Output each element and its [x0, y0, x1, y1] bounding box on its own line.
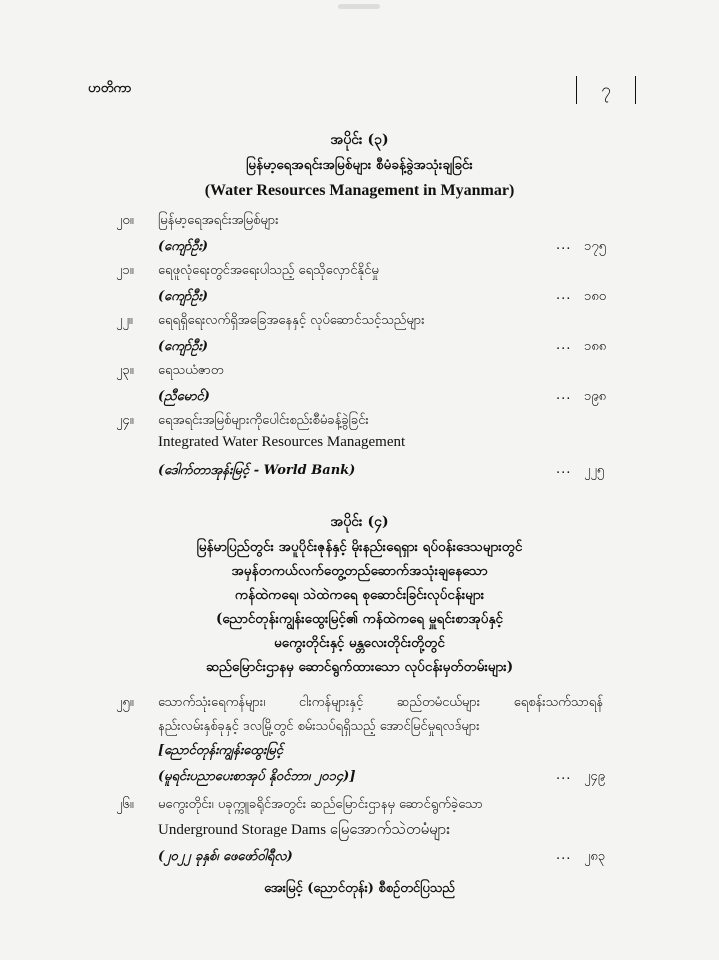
- part4-title-line: အမှန်တကယ်လက်တွေ့တည်ဆောက်အသုံးချနေသော: [231, 563, 488, 579]
- entry-page: ၁၉၈: [584, 389, 607, 404]
- entry-title: ရေရရှိရေးလက်ရှိအခြေအနေနှင့် လုပ်ဆောင်သင့်သည်များ: [158, 313, 425, 328]
- part3-title-en: (Water Resources Management in Myanmar): [204, 182, 515, 199]
- entry-number: ၂၅။: [116, 695, 134, 710]
- entry-author: (၂၀၂၂ ခုနှစ်၊ ဖေဖော်ဝါရီလ): [158, 849, 293, 864]
- part4-title-line: မကွေးတိုင်းနှင့် မန္တလေးတိုင်းတို့တွင်: [274, 635, 445, 651]
- entry-author: [ညောင်တုန်းကျွန်းထွေးမြင့်: [158, 743, 284, 758]
- leader-dots: ...: [556, 848, 572, 863]
- entry-title: မကွေးတိုင်း၊ ပခုက္ကူခရိုင်အတွင်း ဆည်မြောင်းဌာနမှ ဆောင်ရွက်ခဲ့သော: [158, 797, 483, 812]
- leader-dots: ...: [556, 288, 572, 303]
- page-number: ၇: [576, 76, 636, 104]
- part3-heading: အပိုင်း (၃): [330, 132, 389, 148]
- leader-dots: ...: [556, 238, 572, 253]
- entry-title: ရေသယံဇာတ: [158, 363, 224, 378]
- entry-author: (ဒေါက်တာအုန်းမြင့် - World Bank): [158, 463, 356, 478]
- entry-title-cont: Underground Storage Dams မြေအောက်သဲတမံများ: [158, 822, 451, 838]
- part4-heading: အပိုင်း (၄): [330, 514, 389, 530]
- part3-title: မြန်မာ့ရေအရင်းအမြစ်များ စီမံခန့်ခွဲအသုံးချခြင်း: [246, 157, 473, 173]
- entry-title: သောက်သုံးရေကန်များ၊ ငါးကန်များနှင့် ဆည်တမံငယ်များ ရေစန်းသက်သာရန်: [158, 695, 603, 710]
- entry-number: ၂၁။: [116, 263, 134, 278]
- entry-number: ၂၃။: [116, 363, 134, 378]
- leader-dots: ...: [556, 338, 572, 353]
- entry-title-cont: နည်းလမ်းနှစ်ခုနှင့် ဒလမြို့တွင် စမ်းသပ်ရရှိသည့် အောင်မြင်မှုရလဒ်များ: [158, 719, 480, 734]
- compiler-credit: အေးမြင့် (ညောင်တုန်း) စီစဉ်တင်ပြသည်: [264, 881, 455, 896]
- entry-page: ၁၇၅: [584, 239, 606, 254]
- entry-title-en: Integrated Water Resources Management: [158, 434, 406, 450]
- entry-author: (ကျော်ဦး): [158, 239, 208, 254]
- entry-number: ၂၂။: [116, 313, 133, 328]
- entry-author-source: (မူရင်းပညာပေးစာအုပ် နိုဝင်ဘာ၊ ၂၀၁၄)]: [158, 769, 356, 784]
- entry-number: ၂၀။: [116, 213, 134, 228]
- running-head: ဟတိကာ: [88, 81, 132, 96]
- entry-page: ၂၄၉: [584, 769, 606, 784]
- entry-author: (ကျော်ဦး): [158, 339, 208, 354]
- entry-page: ၂၈၃: [584, 849, 606, 864]
- entry-title: ရေအရင်းအမြစ်များကိုပေါင်းစည်းစီမံခန့်ခွဲခြင်း: [158, 413, 369, 428]
- entry-number: ၂၆။: [116, 797, 134, 812]
- leader-dots: ...: [556, 768, 572, 783]
- camera-notch: [338, 4, 380, 9]
- entry-author: (ကျော်ဦး): [158, 289, 208, 304]
- leader-dots: ...: [556, 462, 572, 477]
- part4-title-line: (ညောင်တုန်းကျွန်းထွေးမြင့်၏ ကန်ထဲကရေ မှူရင်းစာအုပ်နှင့်: [216, 611, 503, 627]
- entry-title: မြန်မာ့ရေအရင်းအမြစ်များ: [158, 213, 279, 228]
- entry-number: ၂၄။: [116, 413, 134, 428]
- entry-page: ၂၂၅: [584, 463, 605, 478]
- entry-page: ၁၈၈: [584, 339, 607, 354]
- entry-author: (ညီမောင်): [158, 389, 210, 404]
- entry-title: ရေဖူလုံရေးတွင်အရေးပါသည့် ရေသိုလှောင်နိုင်မှု: [158, 263, 379, 278]
- entry-page: ၁၈၀: [584, 289, 607, 304]
- part4-title-line: ကန်ထဲကရေ၊ သဲထဲကရေ စုဆောင်းခြင်းလုပ်ငန်းများ: [234, 587, 485, 603]
- part4-title-line: ဆည်မြောင်းဌာနမှ ဆောင်ရွက်ထားသော လုပ်ငန်းမှတ်တမ်းများ): [205, 659, 514, 675]
- part4-title-line: မြန်မာပြည်တွင်း အပူပိုင်းဇုန်နှင့် မိုးနည်းရေရှား ရပ်ဝန်းဒေသများတွင်: [196, 539, 523, 555]
- leader-dots: ...: [556, 388, 572, 403]
